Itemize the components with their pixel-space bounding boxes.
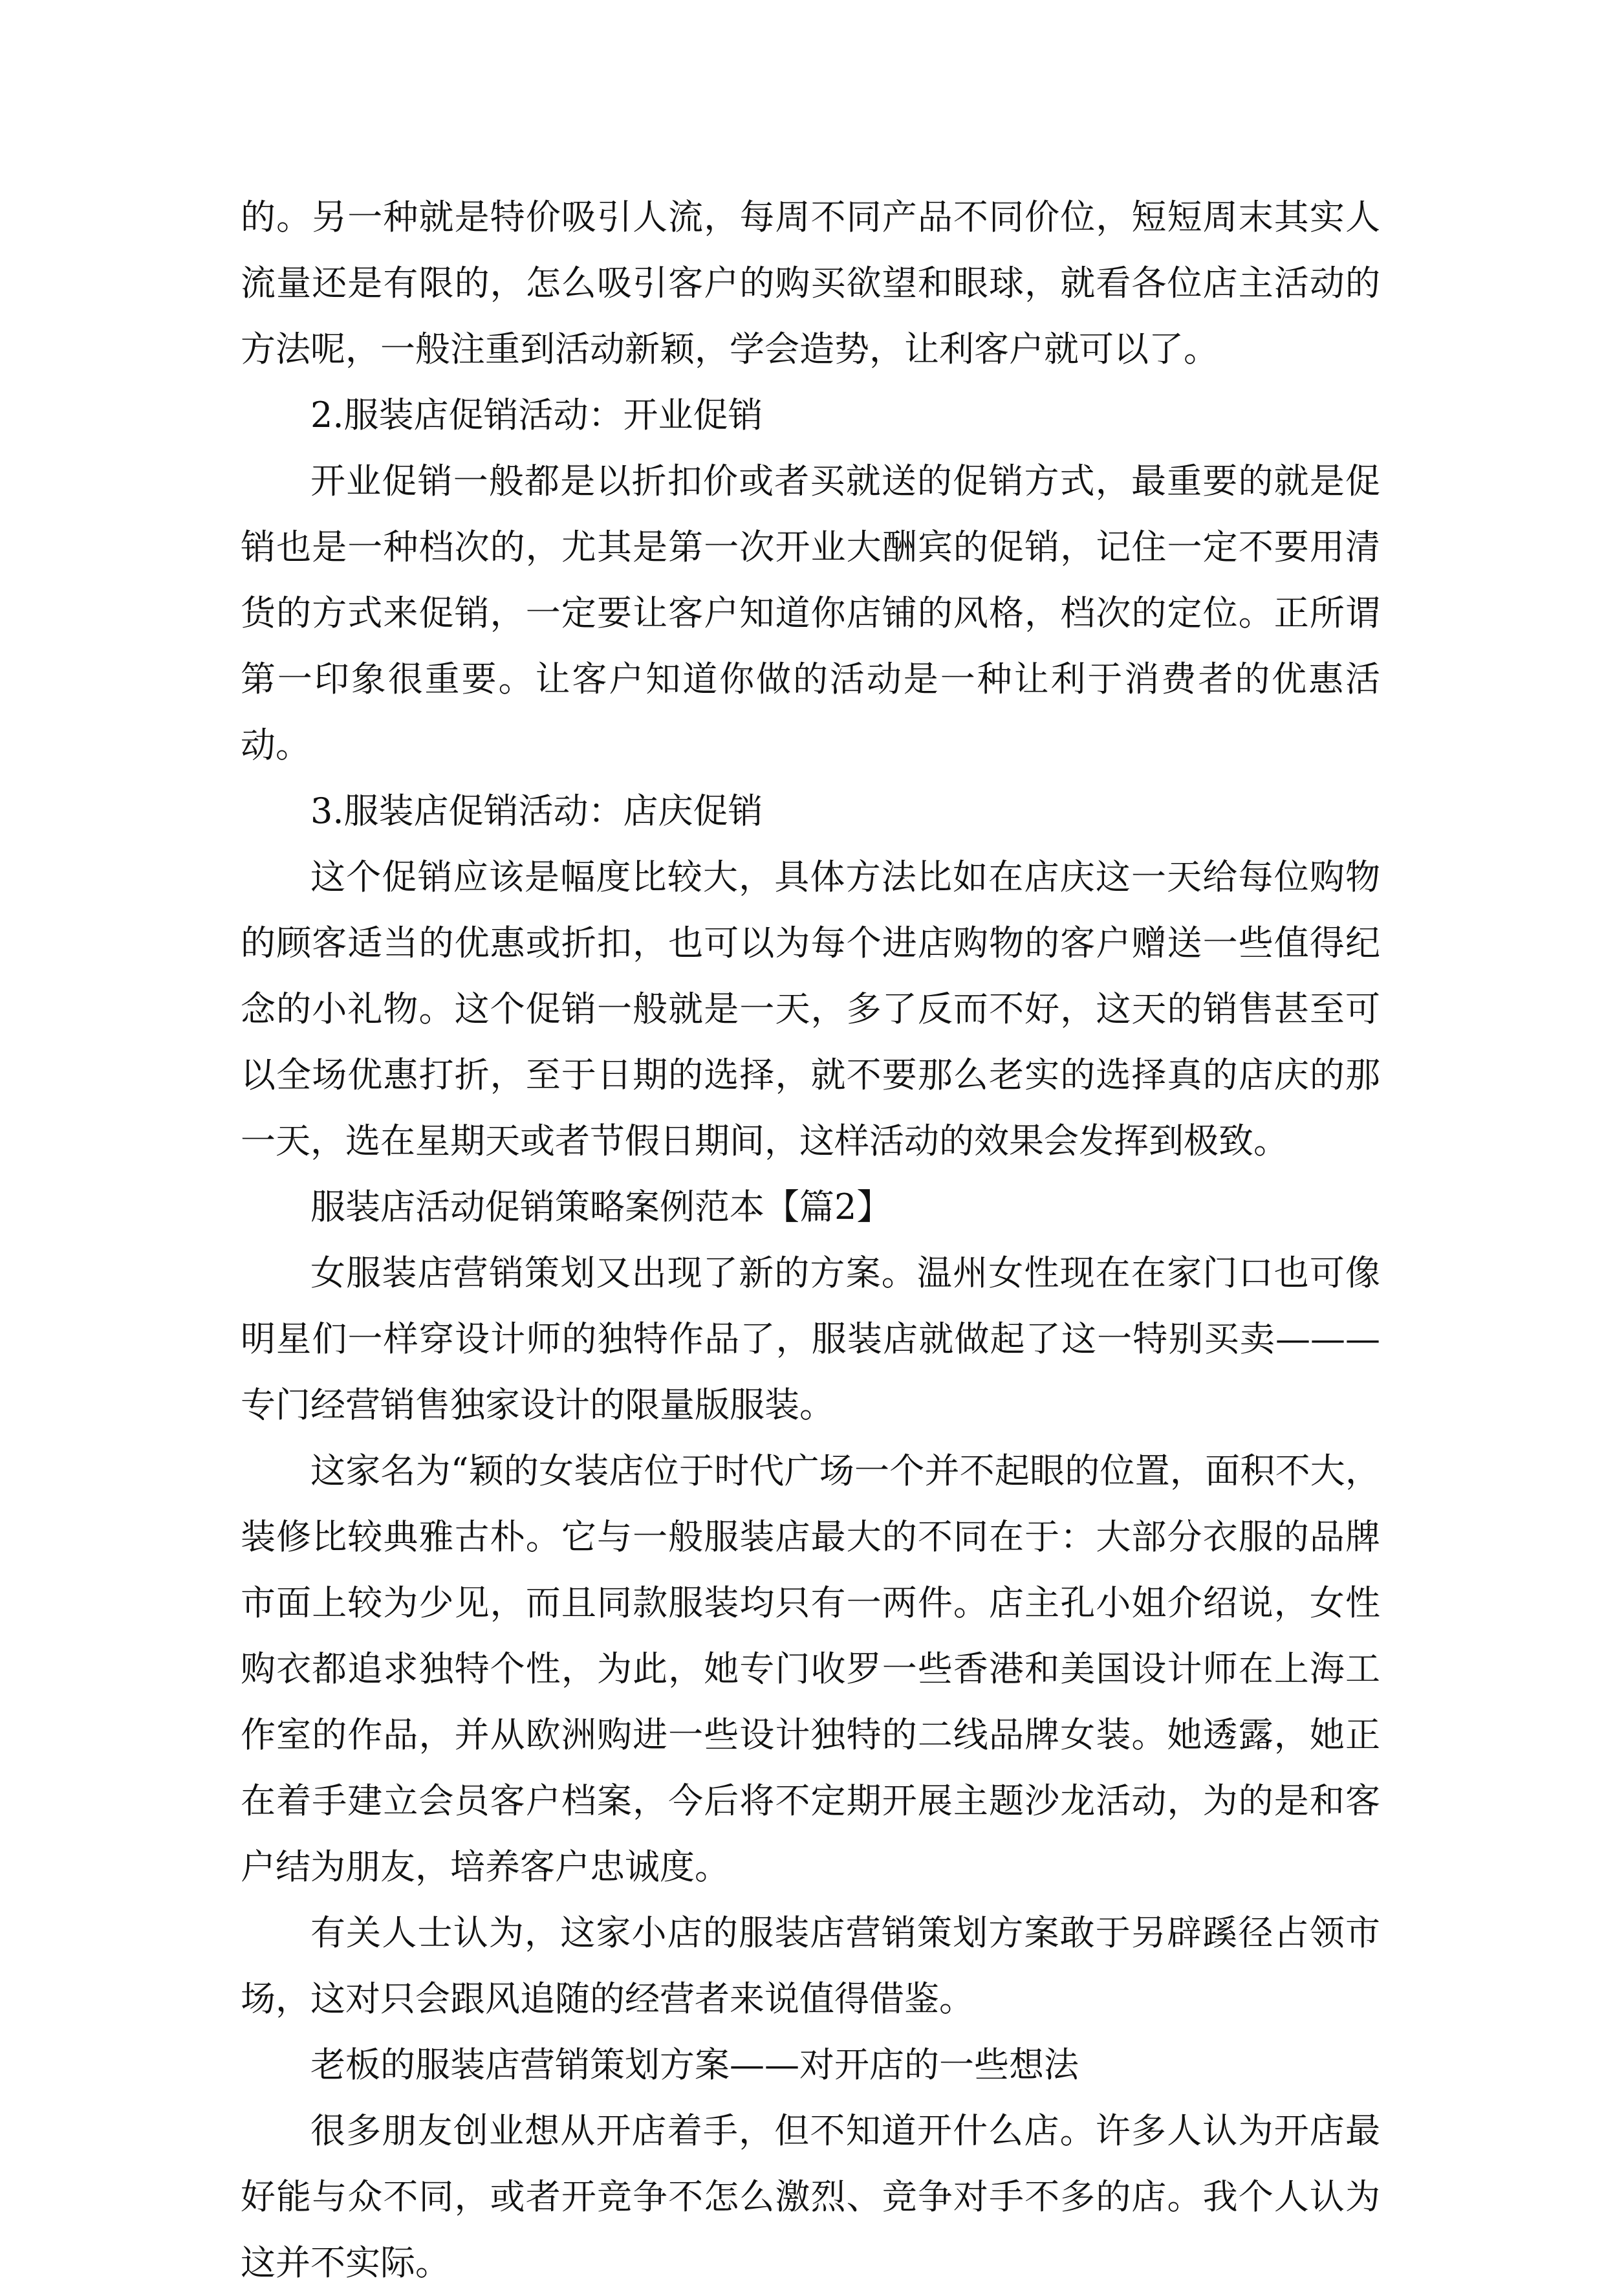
paragraph-store-description: 这家名为“颖的女装店位于时代广场一个并不起眼的位置，面积不大，装修比较典雅古朴。它与一般服装店最大的不同在于：大部分衣服的品牌市面上较为少见，而且同款服装均只有一两件。店主孔小姐介绍说，女性购衣都追求独特个性，为此，她专门收罗一些香港和美国设计师在上海工作室的作品，并从欧洲购进一些设计独特的二线品牌女装。她透露，她正在着手建立会员客户档案，今后将不定期开展主题沙龙活动，为的是和客户结为朋友，培养客户忠诚度。 xyxy=(241,1450,1380,1887)
paragraph-starting-store: 很多朋友创业想从开店着手，但不知道开什么店。许多人认为开店最好能与众不同，或者开竞争不怎么激烈、竞争对手不多的店。我个人认为这并不实际。 xyxy=(241,2110,1380,2283)
paragraph-continuation: 的。另一种就是特价吸引人流，每周不同产品不同价位，短短周末其实人流量还是有限的，怎么吸引客户的购买欲望和眼球，就看各位店主活动的方法呢，一般注重到活动新颖，学会造势，让利客户就可以了。 xyxy=(241,197,1380,369)
section-heading-opening-promotion: 2.服装店促销活动：开业促销 xyxy=(310,395,763,435)
paragraph-womens-store-plan: 女服装店营销策划又出现了新的方案。温州女性现在在家门口也可像明星们一样穿设计师的独特作品了，服装店就做起了这一特别买卖———专门经营销售独家设计的限量版服装。 xyxy=(241,1252,1380,1425)
section-heading-anniversary-promotion: 3.服装店促销活动：店庆促销 xyxy=(310,791,763,831)
paragraph-anniversary-promotion: 这个促销应该是幅度比较大，具体方法比如在店庆这一天给每位购物的顾客适当的优惠或折扣，也可以为每个进店购物的客户赠送一些值得纪念的小礼物。这个促销一般就是一天，多了反而不好，这天的销售甚至可以全场优惠打折，至于日期的选择，就不要那么老实的选择真的店庆的那一天，选在星期天或者节假日期间，这样活动的效果会发挥到极致。 xyxy=(241,857,1380,1161)
document-body xyxy=(241,184,1380,2296)
section-heading-part-2: 服装店活动促销策略案例范本【篇2】 xyxy=(310,1186,892,1227)
paragraph-opening-promotion: 开业促销一般都是以折扣价或者买就送的促销方式，最重要的就是促销也是一种档次的，尤其是第一次开业大酬宾的促销，记住一定不要用清货的方式来促销，一定要让客户知道你店铺的风格，档次的定位。正所谓第一印象很重要。让客户知道你做的活动是一种让利于消费者的优惠活动。 xyxy=(241,461,1380,765)
section-heading-owner-plan: 老板的服装店营销策划方案——对开店的一些想法 xyxy=(310,2044,1079,2085)
paragraph-expert-opinion: 有关人士认为，这家小店的服装店营销策划方案敢于另辟蹊径占领市场，这对只会跟风追随的经营者来说值得借鉴。 xyxy=(241,1912,1380,2019)
